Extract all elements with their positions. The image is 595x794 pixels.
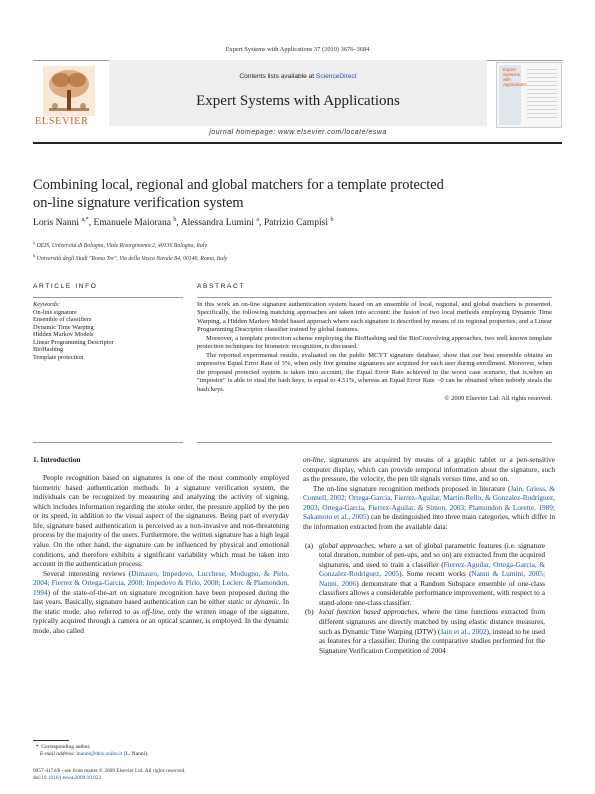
text-run: , where a set of global parametric features (i.e. signature total duration, number of pen-ups, and so on) are extracted from the acquired signatures, and used to train a classifier (: [319, 540, 545, 569]
paragraph: [303, 484, 555, 532]
article-info-heading: ARTICLE INFO: [33, 283, 98, 290]
keyword: BioHashing: [33, 346, 64, 353]
author-mark[interactable]: b: [330, 217, 334, 223]
keywords-label: Keywords:: [33, 301, 61, 308]
list-body: [319, 541, 555, 608]
citation-link[interactable]: Jain, Griess, & Connell, 2002; Ortega-Garcia, Fierrez-Aguilar, Martin-Rello, & Gonzalez-Rodriguez, 2003; Ortega-Garcia, Fierrez-Aguilar, & Simon, 2003; Plamondon & Lorette, 1989; Sakamoto et al., 2005: [303, 483, 555, 522]
author-mark[interactable]: a: [256, 217, 260, 223]
author[interactable]: [33, 217, 93, 228]
email-link[interactable]: lnanni@deis.unibo.it: [76, 751, 123, 758]
list-item: [303, 541, 555, 608]
author[interactable]: [93, 217, 180, 228]
article-info-bottom-rule: [33, 442, 183, 443]
text-run: ) demonstrate that a Random Subspace ensemble of one-class classifiers allows a considerable performance improvement, with respect to a stand-alone one-class classifier.: [319, 578, 545, 607]
abstract-heading: ABSTRACT: [197, 283, 245, 290]
author-name: Patrizio Campisi: [263, 217, 329, 229]
author-mark[interactable]: a,*: [81, 217, 89, 223]
masthead-bottom-rule: [33, 142, 562, 144]
author[interactable]: [181, 217, 264, 228]
footnote-text: Corresponding author.: [41, 744, 91, 750]
footnote: [33, 744, 289, 758]
affiliations: [33, 238, 553, 264]
abstract-paragraph: Moreover, a template protection scheme employing the BioHashing and the BioConvolving approaches, two well known template protection techniques for biometric recognition, is discussed.: [197, 334, 552, 351]
emphasis: static: [227, 597, 244, 607]
keyword: Ensemble of classifiers: [33, 316, 92, 323]
citation-link[interactable]: Fierrez-Aguilar, Ortega-Garcia, & Gonzalez-Rodriguez, 2005: [319, 559, 545, 579]
paragraph: [33, 569, 289, 636]
doi-line: [33, 775, 333, 782]
elsevier-tree-icon: [43, 66, 95, 116]
author[interactable]: [264, 217, 334, 228]
abstract-paragraph: The reported experimental results, evaluated on the public MCYT signature database, show that our best ensemble obtains an impressive Equal Error Rate of 3%, when only five genuine signatures are acquired for each user during enrollment. Moreover, when the proposed protected system is taken into account, the Equal Error Rate achieved in the worst case scenario, that is,when an "impostor" is able to steal the hash keys, is equal to 4.51%, whereas an Equal Error Rate ~0 can be obtained when nobody steals the hash keys.: [197, 351, 552, 393]
sciencedirect-link[interactable]: ScienceDirect: [315, 73, 357, 80]
title-line-2: on-line signature verification system: [33, 195, 244, 211]
doi-link[interactable]: 10.1016/j.eswa.2009.10.023: [41, 775, 102, 782]
doi-label: doi:: [33, 775, 42, 782]
emphasis: local function based approaches: [319, 607, 418, 617]
text-run: ). Some recent works (: [399, 569, 472, 579]
article-title: [33, 176, 513, 212]
masthead-banner: [109, 60, 487, 126]
cover-title-line: Expert: [503, 67, 516, 72]
list-body: [319, 607, 555, 655]
contents-prefix: Contents lists available at: [239, 73, 316, 80]
author-name: Emanuele Maiorana: [93, 217, 171, 229]
affiliation: [33, 238, 553, 251]
affiliation-mark: a: [33, 240, 35, 245]
author-name: Alessandra Lumini: [180, 217, 254, 229]
cover-title-line: Systems: [503, 72, 520, 77]
text-run: ), instead to be used as features for a classifier. During the comparative studies performed for the Signature Verification Competition of 2004: [319, 626, 545, 655]
text-run: ) can be distinguished into three main categories, which differ in the information extracted from the available data:: [303, 512, 556, 531]
abstract: [197, 283, 552, 403]
author-mark[interactable]: b: [173, 217, 177, 223]
journal-citation: Expert Systems with Applications 37 (2010) 3676–3684: [225, 46, 370, 53]
text-run: The on-line signature recognition methods proposed in literature (: [313, 483, 511, 493]
keyword: Dynamic Time Warping: [33, 323, 94, 331]
author-name: Loris Nanni: [33, 217, 80, 229]
abstract-bottom-rule: [197, 442, 552, 443]
affiliation-mark: b: [33, 252, 36, 258]
article-info-rule: [33, 297, 183, 298]
abstract-body: [197, 301, 552, 403]
title-line-1: Combining local, regional and global matchers for a template protected: [33, 177, 444, 193]
author-sep: ,: [88, 217, 94, 229]
section-heading-introduction: 1. Introduction: [33, 455, 81, 464]
body-text-left: [33, 473, 289, 636]
text-run: . In the static mode, also referred to as: [33, 597, 290, 616]
cover-title: [503, 67, 527, 87]
imprint: [33, 768, 333, 782]
article-info: [33, 283, 183, 361]
abstract-rule: [197, 297, 552, 298]
emphasis: off-line: [142, 606, 164, 616]
elsevier-wordmark: ELSEVIER: [35, 116, 89, 127]
imprint-line: 0957-4174/$ - see front matter © 2009 Elsevier Ltd. All rights reserved.: [33, 768, 186, 774]
paragraph: People recognition based on signatures is one of the most commonly employed biometric based authentication methods. In a signature verification system, the individuals can be recognized by measuring and analyzing the activity of signing, which includes information regarding the stroke order, the pressure applied by the pen or its speed, in addition to the visual aspect of the signatures. Being part of everyday life, signature based authentication is perceived as a non-invasive and non-threatening process by the majority of the users. Furthermore, the written signature has a high legal value. On the other hand, the signature can be influenced by physical and emotional conditions, and therefore exhibits a significant variability which must be taken into account in the authentication process.: [33, 473, 289, 569]
body-column-right: [303, 455, 555, 655]
author-sep: ,: [176, 217, 181, 229]
publisher-logo: [33, 66, 105, 128]
journal-masthead: [33, 60, 562, 142]
journal-cover-thumbnail: [496, 62, 562, 128]
text-run: Several interesting reviews (: [43, 568, 132, 578]
keyword: Linear Programming Descriptor: [33, 338, 114, 346]
email-owner: (L. Nanni).: [122, 751, 149, 758]
affiliation: [33, 251, 553, 264]
contents-availability: [109, 73, 487, 80]
list-item: [303, 607, 555, 655]
keyword: Template protection: [33, 353, 84, 361]
journal-name: Expert Systems with Applications: [196, 93, 400, 109]
author-list: [33, 217, 553, 228]
email-label: E-mail address:: [39, 751, 75, 758]
text-run: , where the time functions extracted from different signatures are directly matched by using elastic distance measures, such as Dynamic Time Warping (DTW) (: [319, 607, 546, 636]
affiliation-text: DEIS, Università di Bologna, Viale Risorgimento 2, 40136 Bologna, Italy: [36, 242, 207, 249]
footnote-mark: *: [35, 744, 39, 750]
cover-decoration: [527, 69, 557, 119]
emphasis: on-line: [303, 455, 324, 464]
affiliation-text: Università degli Studi "Roma Tre", Via della Vasca Navale 84, 00146, Roma, Italy: [36, 255, 228, 262]
text-run: ) of the state-of-the-art on signature recognition have been proposed during the last years. Basically, signature based authentication can be either: [33, 587, 289, 607]
citation-link[interactable]: Jain et al., 2002: [440, 626, 487, 636]
text-run: , only the written image of the signature, typically acquired through a camera or an optical scanner, is employed. In the dynamic mode, also called: [33, 606, 289, 635]
body-text-right: [303, 455, 555, 532]
cover-title-line: Applications: [503, 82, 527, 87]
author-sep: ,: [259, 217, 264, 229]
text-run: , signatures are acquired by means of a graphic tablet or a pen-sensitive computer display, which can provide temporal information about the signature, such as the pressure, the velocity, the pen tilt signals versus time, and so on.: [303, 455, 555, 484]
paragraph: [303, 455, 555, 484]
citation-link[interactable]: Dimauro, Impedovo, Lucchese, Modugno, & Pirlo, 2004; Fierrez & Ortega-Garcia, 2008; Impedovo & Pirlo, 2008; Leclerc & Plamondon, 1994: [33, 568, 290, 597]
list-label: (b): [305, 607, 314, 617]
cover-title-line: with: [503, 77, 511, 82]
list-label: (a): [305, 540, 314, 550]
emphasis: global approaches: [319, 540, 375, 550]
footnote-email: [33, 751, 289, 758]
copyright-notice: © 2009 Elsevier Ltd. All rights reserved.: [444, 394, 552, 402]
journal-homepage-link[interactable]: journal homepage: www.elsevier.com/locate/eswa: [209, 129, 387, 136]
citation-link[interactable]: Nanni & Lumini, 2005; Nanni, 2006: [319, 569, 545, 588]
emphasis: dynamic: [254, 597, 279, 607]
text-run: or: [243, 597, 255, 607]
keyword: On-line signature: [33, 308, 77, 316]
footnote-rule: [33, 740, 69, 741]
abstract-paragraph: In this work an on-line signature authentication system based on an ensemble of local, regional, and global matchers is presented. Specifically, the following matching approaches are taken into account: the fusion of two local methods employing Dynamic Time Warping, a Hidden Markov Model based approach where each signature is described by means of its regional properties, and a Linear Programming Descriptor classifier trained by global features.: [197, 301, 552, 334]
keyword: Hidden Markov Models: [33, 331, 94, 338]
body-column-left: [33, 455, 289, 636]
